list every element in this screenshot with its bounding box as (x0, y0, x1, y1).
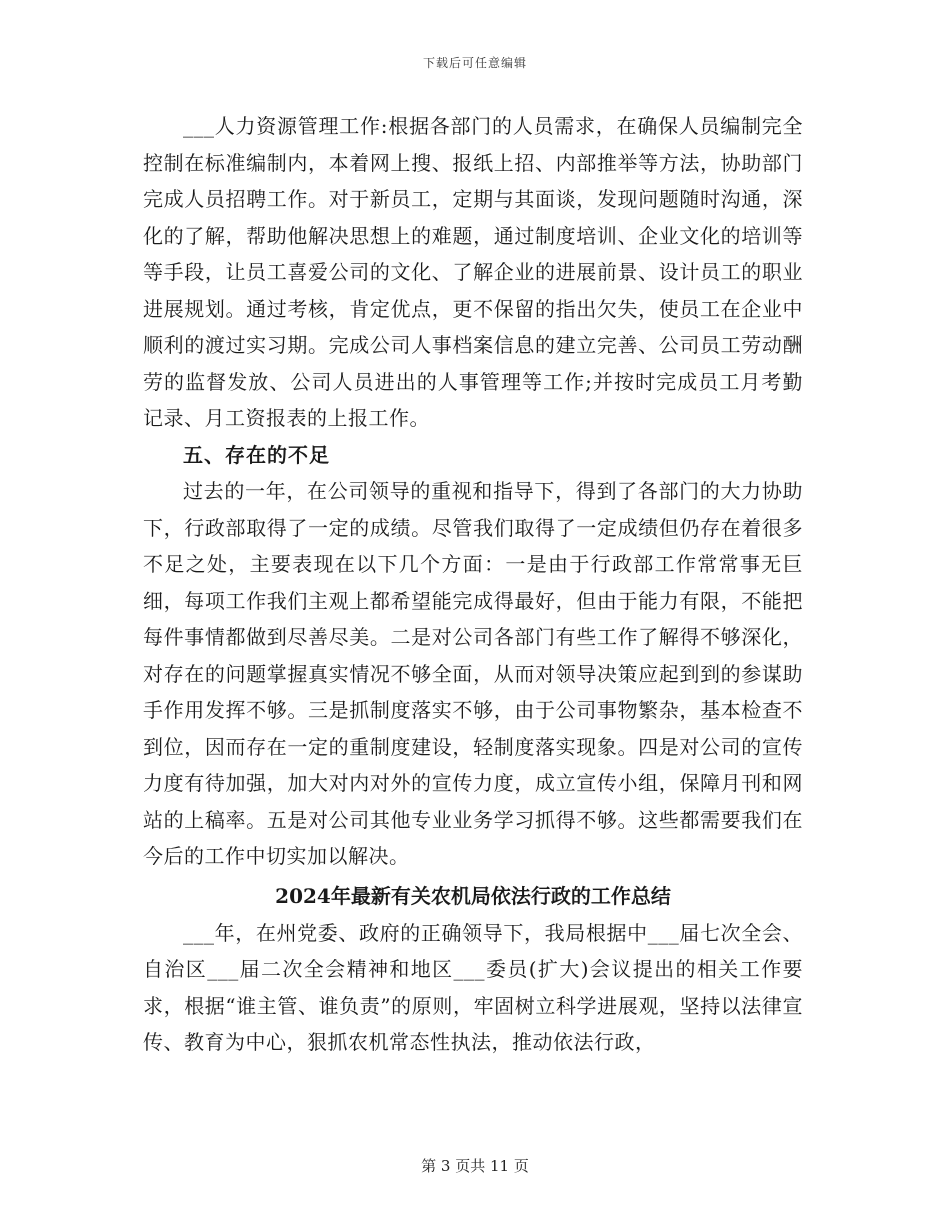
paragraph-hr-management: ___人力资源管理工作:根据各部门的人员需求，在确保人员编制完全控制在标准编制内，本着网上搜、报纸上招、内部推举等方法，协助部门完成人员招聘工作。对于新员工，定期与其面谈，发现问题随时沟通，深化的了解，帮助他解决思想上的难题，通过制度培训、企业文化的培训等等手段，让员工喜爱公司的文化、了解企业的进展前景、设计员工的职业进展规划。通过考核，肯定优点，更不保留的指出欠失，使员工在企业中顺利的渡过实习期。完成公司人事档案信息的建立完善、公司员工劳动酬劳的监督发放、公司人员进出的人事管理等工作;并按时完成员工月考勤记录、月工资报表的上报工作。 (143, 114, 803, 430)
page-header: 下载后可任意编辑 (422, 56, 527, 70)
section-heading-shortcomings: 五、存在的不足 (183, 442, 330, 467)
paragraph-shortcomings: 过去的一年，在公司领导的重视和指导下，得到了各部门的大力协助下，行政部取得了一定的成绩。尽管我们取得了一定成绩但仍存在着很多不足之处，主要表现在以下几个方面：一是由于行政部工作常常事无巨细，每项工作我们主观上都希望能完成得最好，但由于能力有限，不能把每件事情都做到尽善尽美。二是对公司各部门有些工作了解得不够深化，对存在的问题掌握真实情况不够全面，从而对领导决策应起到到的参谋助手作用发挥不够。三是抓制度落实不够，由于公司事物繁杂，基本检查不到位，因而存在一定的重制度建设，轻制度落实现象。四是对公司的宣传力度有待加强，加大对内对外的宣传力度，成立宣传小组，保障月刊和网站的上稿率。五是对公司其他专业业务学习抓得不够。这些都需要我们在今后的工作中切实加以解决。 (143, 479, 803, 868)
document-title: 2024年最新有关农机局依法行政的工作总结 (275, 883, 671, 908)
paragraph-agri-bureau: ___年，在州党委、政府的正确领导下，我局根据中___届七次全会、自治区___届二次全会精神和地区___委员(扩大)会议提出的相关工作要求，根据“谁主管、谁负责”的原则，牢固树立科学进展观，坚持以法律宣传、教育为中心，狠抓农机常态性执法，推动依法行政， (143, 920, 803, 1054)
page-footer: 第 3 页共 11 页 (421, 1157, 529, 1175)
document-body (143, 108, 803, 1061)
